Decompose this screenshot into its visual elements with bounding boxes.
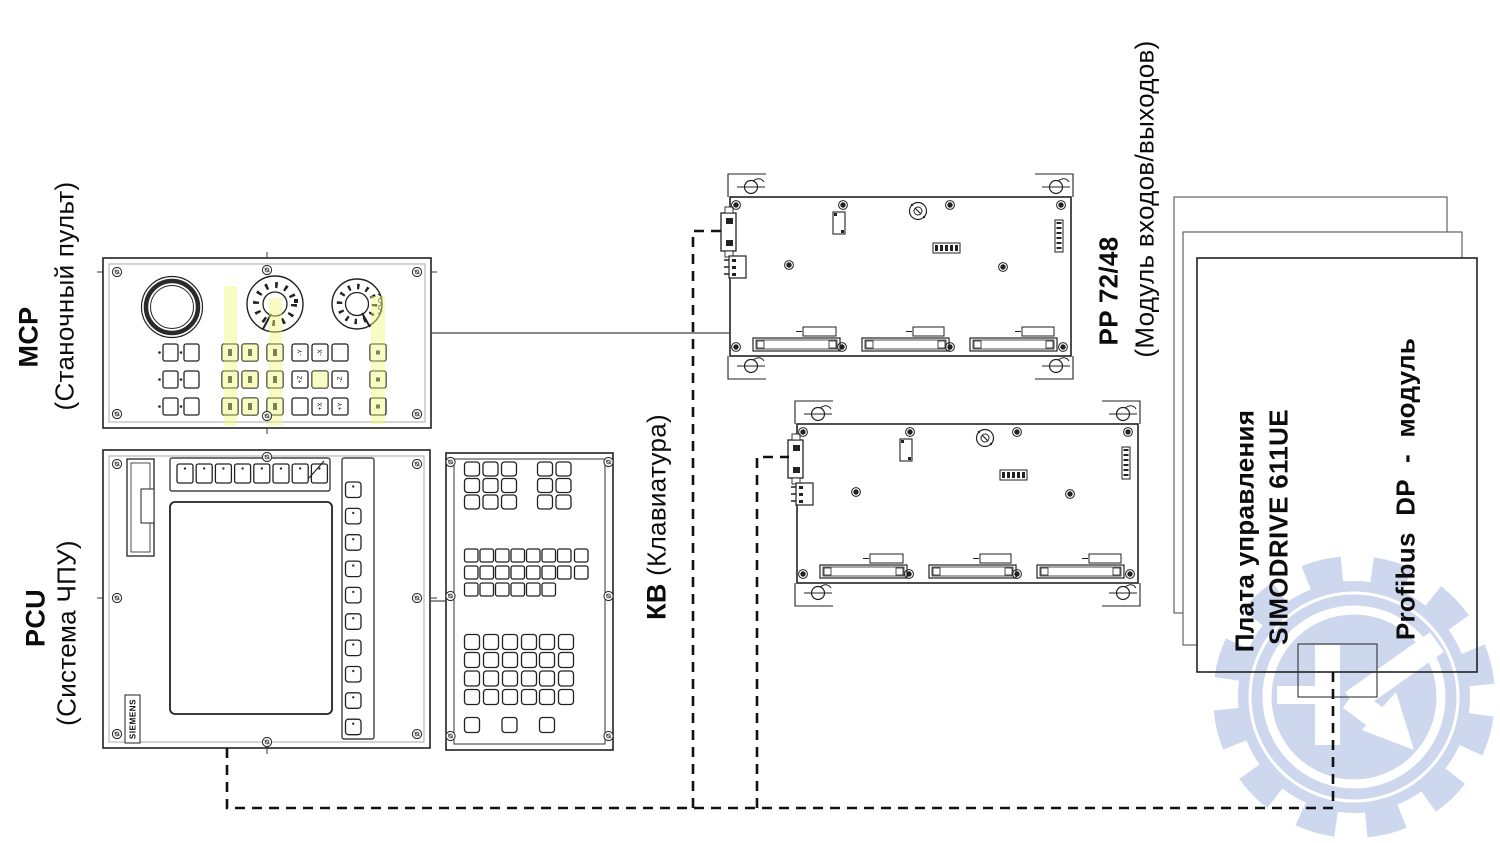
kb-space-row [465,718,555,733]
profibus-label: Profibus DP - модуль [1390,337,1421,641]
axis-key-label: -X [317,349,324,356]
kb-name-label: (Клавиатура) [641,414,672,576]
simodrive-line2-label: SIMODRIVE 611UE [1263,409,1294,645]
axis-key-label: -Y [297,349,304,356]
cable-bus-pp2 [757,457,789,808]
axis-key-label: +X [317,402,324,411]
pp-name-label: (Модуль входов/выходов) [1129,40,1160,358]
mcp-panel [97,252,437,434]
pp7248-board-1 [721,174,1073,379]
simodrive-line1-label: Плата управления [1229,409,1260,653]
axis-key-label: +Z [297,375,304,384]
disk-slot [127,459,154,556]
pcu-panel [97,450,437,754]
pcu-abbr-label: PCU [20,589,51,647]
kb-keyboard [446,453,613,750]
kb-label [642,414,673,620]
pcu-screen [170,502,332,714]
kb-abbr-label: КВ [641,583,672,620]
emergency-stop-mount [142,277,203,338]
axis-key-label: -Z [337,376,344,383]
pcu-name-label: (Система ЧПУ) [51,540,82,726]
pp-abbr-label: PP 72/48 [1093,236,1124,346]
mcp-name-label: (Станочный пульт) [49,181,80,411]
axis-key-label: +Y [337,402,344,411]
pp7248-board-2 [788,401,1140,606]
mcp-abbr-label: MCP [13,306,44,368]
siemens-logo: SIEMENS [128,698,138,740]
cable-bus-pp1 [693,231,722,808]
